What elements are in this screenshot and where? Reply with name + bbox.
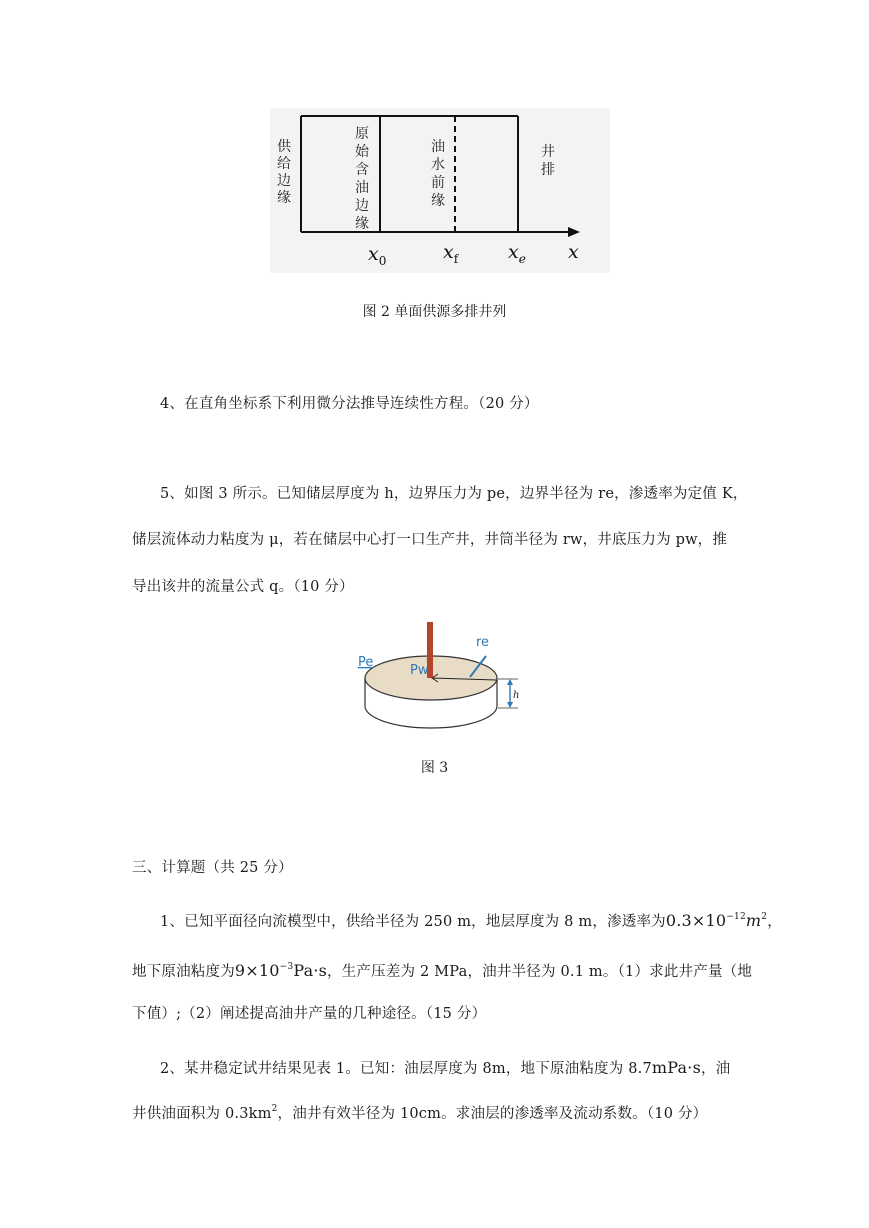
x-axis-label: x bbox=[568, 241, 579, 263]
svg-text:缘: 缘 bbox=[431, 193, 445, 209]
h-down-arrow-icon bbox=[507, 702, 513, 708]
svg-text:原: 原 bbox=[355, 126, 369, 142]
question-4-text: 4、在直角坐标系下利用微分法推导连续性方程。（20 分） bbox=[160, 396, 539, 412]
question-5-line-2: 储层流体动力粘度为 μ，若在储层中心打一口生产井，井筒半径为 rw，井底压力为 pw，推 bbox=[132, 532, 728, 548]
svg-text:井: 井 bbox=[541, 144, 555, 160]
figure-2-diagram bbox=[270, 108, 610, 273]
svg-text:前: 前 bbox=[431, 175, 445, 191]
pe-label: Pe bbox=[358, 655, 374, 670]
svg-text:供: 供 bbox=[277, 139, 291, 155]
h-up-arrow-icon bbox=[507, 679, 513, 685]
xe-label: $x_e$ bbox=[508, 241, 526, 266]
re-label: re bbox=[476, 635, 490, 650]
xf-label: $x_f$ bbox=[443, 241, 459, 266]
figure-2-caption: 图 2 单面供源多排井列 bbox=[362, 304, 507, 320]
svg-text:边: 边 bbox=[355, 198, 369, 214]
viscosity-value: $9\times 10^{-3}Pa\cdot s$ bbox=[234, 961, 328, 980]
svg-text:给: 给 bbox=[277, 156, 291, 172]
figure-3-diagram bbox=[350, 618, 530, 738]
calc-2-line-2: 井供油面积为 $0.3km^2$，油井有效半径为 10cm。求油层的渗透率及流动系数。（10 分） bbox=[132, 1104, 708, 1122]
svg-text:水: 水 bbox=[431, 157, 445, 173]
supply-boundary-label bbox=[277, 139, 292, 206]
question-5-line-3: 导出该井的流量公式 q。（10 分） bbox=[132, 579, 354, 595]
svg-text:缘: 缘 bbox=[355, 216, 369, 232]
figure-3-caption: 图 3 bbox=[420, 760, 449, 776]
calc-1-line-1: 1、已知平面径向流模型中，供给半径为 250 m，地层厚度为 8 m，渗透率为$0.3\times 10^{-12}m^2$， bbox=[160, 911, 782, 930]
svg-text:始: 始 bbox=[355, 144, 369, 160]
x0-label: $x_0$ bbox=[368, 243, 387, 268]
calc-1-line-2: 地下原油粘度为$9\times 10^{-3}Pa\cdot s$，生产压差为 2 MPa，油井半径为 0.1 m。（1）求此井产量（地 bbox=[132, 961, 753, 980]
calc-2-line-1: 2、某井稳定试井结果见表 1。已知：油层厚度为 8m，地下原油粘度为 8.7mPa·s，油 bbox=[160, 1058, 731, 1077]
section-3-title: 三、计算题（共 25 分） bbox=[132, 860, 293, 876]
calc-1-line-3: 下值）;（2）阐述提高油井产量的几种途径。（15 分） bbox=[132, 1006, 487, 1022]
question-5-line-1: 5、如图 3 所示。已知储层厚度为 h，边界压力为 pe，边界半径为 re，渗透率为定值 K， bbox=[160, 486, 748, 502]
svg-text:缘: 缘 bbox=[277, 190, 291, 206]
svg-text:排: 排 bbox=[541, 162, 555, 178]
pw-label: Pw bbox=[410, 663, 429, 678]
svg-text:含: 含 bbox=[355, 162, 369, 178]
h-label: h bbox=[513, 690, 520, 701]
svg-text:油: 油 bbox=[355, 180, 369, 196]
svg-text:油: 油 bbox=[431, 139, 445, 155]
permeability-value: $0.3\times 10^{-12}m^2$ bbox=[665, 911, 768, 930]
svg-text:边: 边 bbox=[277, 173, 291, 189]
